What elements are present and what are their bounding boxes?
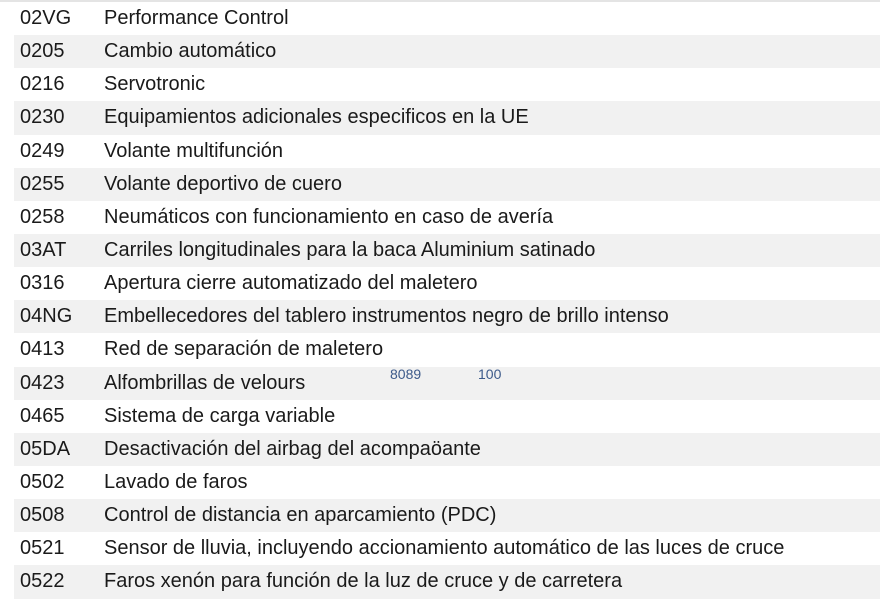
- list-item: [14, 532, 880, 565]
- option-code: 0255: [20, 172, 65, 195]
- overlay-number: 8089: [390, 366, 422, 382]
- list-item: [14, 267, 880, 300]
- list-item: [14, 333, 880, 366]
- list-item: [14, 565, 880, 598]
- option-description: Carriles longitudinales para la baca Aluminium satinado: [104, 239, 596, 262]
- option-code: 0258: [20, 205, 65, 228]
- option-description: Red de separación de maletero: [104, 338, 384, 361]
- option-code: 0216: [20, 73, 65, 96]
- list-item: [14, 367, 880, 400]
- option-code: 0205: [20, 40, 65, 63]
- list-item: [14, 2, 880, 35]
- option-code: 0249: [20, 139, 65, 162]
- option-description: Performance Control: [104, 7, 289, 30]
- option-description: Sensor de lluvia, incluyendo accionamiento automático de las luces de cruce: [104, 537, 785, 560]
- list-item: [14, 201, 880, 234]
- option-description: Alfombrillas de velours: [104, 371, 306, 394]
- option-code: 0521: [20, 537, 65, 560]
- option-description: Faros xenón para función de la luz de cruce y de carretera: [104, 570, 623, 593]
- option-code: 0502: [20, 471, 65, 494]
- option-description: Equipamientos adicionales especificos en la UE: [104, 106, 529, 129]
- list-item: [14, 35, 880, 68]
- option-description: Desactivación del airbag del acompaöante: [104, 437, 481, 460]
- list-item: [14, 68, 880, 101]
- list-item: [14, 234, 880, 267]
- option-code: 0413: [20, 338, 65, 361]
- option-description: Neumáticos con funcionamiento en caso de avería: [104, 205, 554, 228]
- option-code: 0230: [20, 106, 65, 129]
- list-item: [14, 168, 880, 201]
- option-code: 0316: [20, 272, 65, 295]
- option-code: 05DA: [20, 437, 71, 460]
- option-description: Volante multifunción: [104, 139, 284, 162]
- option-code: 04NG: [20, 305, 73, 328]
- list-item: [14, 499, 880, 532]
- option-description: Control de distancia en aparcamiento (PDC): [104, 504, 497, 527]
- option-code: 02VG: [20, 7, 72, 30]
- overlay-number: 100: [478, 366, 502, 382]
- option-code: 0423: [20, 371, 65, 394]
- option-description: Servotronic: [104, 73, 206, 96]
- list-item: [14, 101, 880, 134]
- list-item: [14, 135, 880, 168]
- option-description: Embellecedores del tablero instrumentos negro de brillo intenso: [104, 305, 669, 328]
- list-item: [14, 400, 880, 433]
- options-list: [14, 2, 880, 599]
- list-item: [14, 300, 880, 333]
- option-code: 03AT: [20, 239, 67, 262]
- option-description: Volante deportivo de cuero: [104, 172, 342, 195]
- list-item: [14, 433, 880, 466]
- option-code: 0465: [20, 404, 65, 427]
- option-description: Lavado de faros: [104, 471, 248, 494]
- option-code: 0522: [20, 570, 65, 593]
- option-description: Apertura cierre automatizado del maletero: [104, 272, 478, 295]
- option-code: 0508: [20, 504, 65, 527]
- option-description: Cambio automático: [104, 40, 277, 63]
- list-item: [14, 466, 880, 499]
- option-description: Sistema de carga variable: [104, 404, 336, 427]
